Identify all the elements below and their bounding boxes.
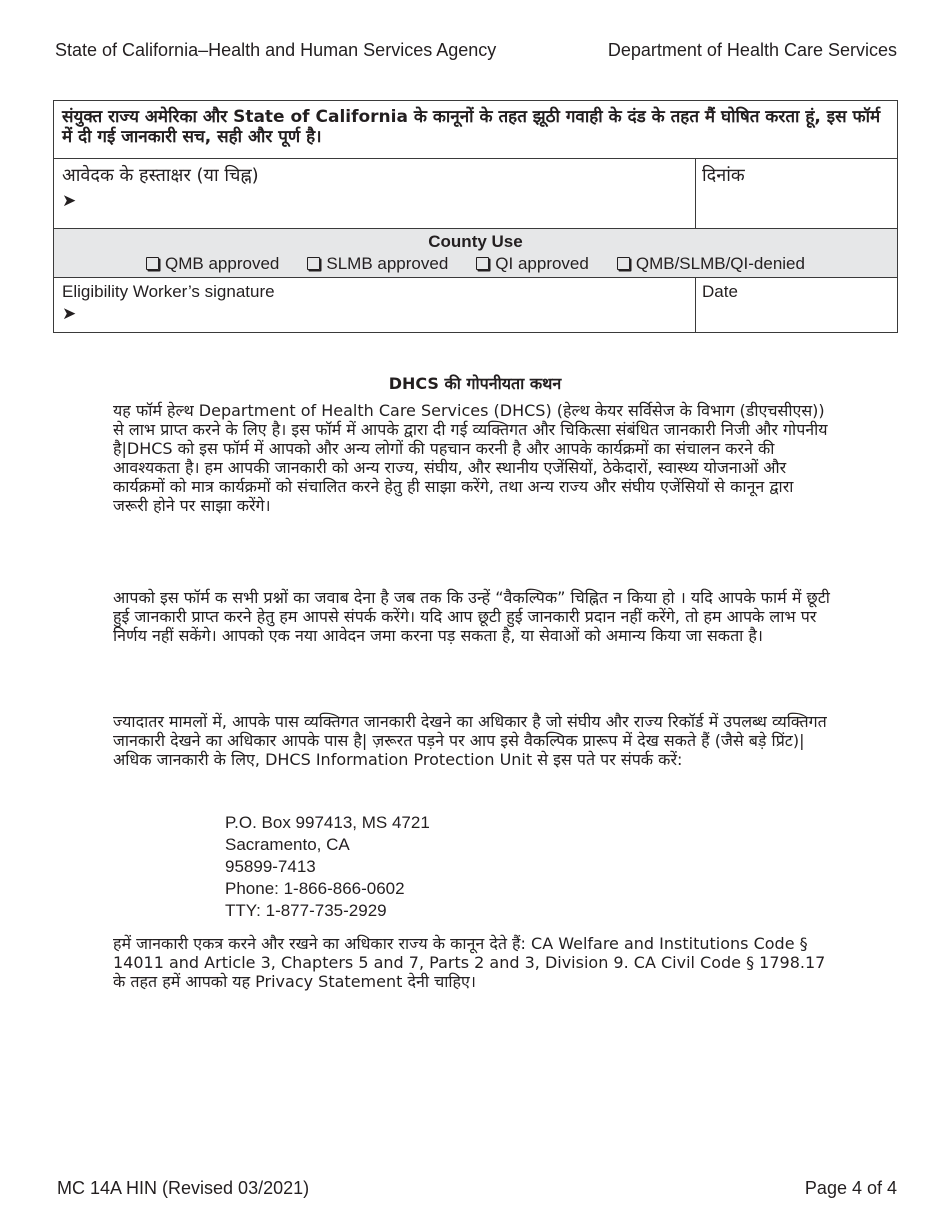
privacy-title: DHCS की गोपनीयता कथन bbox=[388, 374, 562, 393]
arrow-right-icon: ➤ bbox=[62, 191, 77, 211]
worker-date-field[interactable] bbox=[695, 278, 897, 332]
phone-number: Phone: 1-866-866-0602 bbox=[225, 879, 405, 898]
qi-approved-checkbox[interactable]: QI approved bbox=[476, 254, 589, 274]
worker-signature-row bbox=[54, 277, 897, 332]
form-id: MC 14A HIN (Revised 03/2021) bbox=[57, 1178, 310, 1198]
arrow-right-icon: ➤ bbox=[62, 304, 77, 323]
denied-checkbox[interactable]: QMB/SLMB/QI-denied bbox=[617, 254, 805, 274]
county-use-section bbox=[54, 228, 897, 277]
slmb-approved-checkbox[interactable]: SLMB approved bbox=[307, 254, 448, 274]
privacy-paragraph: ज्यादातर मामलों में, आपके पास व्यक्तिगत जानकारी देखने का अधिकार है जो संघीय और राज्य रिकॉर्ड में उपलब्ध व्यक्तिगत जानकारी देखने का अधिकार आपके पास है| ज़रूरत पड़ने पर आप इसे वैकल्पिक प्रारूप में देख सकते हैं (जैसे बड़े प्रिंट)| अधिक जानकारी के लिए, DHCS Information Protection Unit से इस पते पर संपर्क करें: bbox=[113, 712, 827, 769]
checkbox-icon bbox=[146, 257, 159, 270]
privacy-paragraph: यह फॉर्म हेल्थ Department of Health Care Services (DHCS) (हेल्थ केयर सर्विसेज के विभाग (डीएचसीएस)) से लाभ प्राप्त करने के लिए है। इस फॉर्म में आपके द्वारा दी गई व्यक्तिगत और चिकित्सा संबंधित जानकारी निजी और गोपनीय है|DHCS को इस फॉर्म में आपको और अन्य लोगों की पहचान करनी है और आपके कार्यक्रमों का संचालन करने की आवश्यकता है। हम आपकी जानकारी को अन्य राज्य, संघीय, और स्थानीय एजेंसियों, ठेकेदारों, स्वास्थ्य योजनाओं और कार्यक्रमों को मात्र कार्यक्रमों को संचालित करने हेतु ही साझा करेंगे, तथा अन्य राज्य और संघीय एजेंसियों से कानून द्वारा जरूरी होने पर साझा करेंगे। bbox=[113, 401, 828, 515]
address-line: P.O. Box 997413, MS 4721 bbox=[225, 813, 430, 832]
worker-signature-field[interactable] bbox=[54, 278, 695, 332]
header-department: Department of Health Care Services bbox=[607, 40, 897, 60]
address-line: 95899-7413 bbox=[225, 857, 316, 876]
applicant-signature-label: आवेदक के हस्ताक्षर (या चिह्न) bbox=[62, 165, 259, 186]
worker-date-label: Date bbox=[702, 282, 738, 301]
checkbox-icon bbox=[307, 257, 320, 270]
header-agency: State of California–Health and Human Services Agency bbox=[55, 40, 497, 60]
page-number: Page 4 of 4 bbox=[804, 1178, 897, 1198]
worker-signature-label: Eligibility Worker’s signature bbox=[62, 282, 275, 301]
applicant-date-label: दिनांक bbox=[702, 165, 745, 186]
contact-address bbox=[225, 812, 430, 922]
perjury-declaration: संयुक्त राज्य अमेरिका और State of California के कानूनों के तहत झूठी गवाही के दंड के तहत मैं घोषित करता हूं, इस फॉर्म में दी गई जानकारी सच, सही और पूर्ण है। bbox=[62, 107, 881, 147]
privacy-paragraph: हमें जानकारी एकत्र करने और रखने का अधिकार राज्य के कानून देते हैं: CA Welfare and Institutions Code § 14011 and Article 3, Chapters 5 and 7, Parts 2 and 3, Division 9. CA Civil Code § 1798.17 के तहत हमें आपको यह Privacy Statement देनी चाहिए। bbox=[113, 934, 826, 991]
applicant-date-field[interactable] bbox=[695, 159, 897, 228]
applicant-signature-row bbox=[54, 158, 897, 228]
county-use-title: County Use bbox=[428, 232, 523, 251]
address-line: Sacramento, CA bbox=[225, 835, 350, 854]
checkbox-icon bbox=[617, 257, 630, 270]
tty-number: TTY: 1-877-735-2929 bbox=[225, 901, 387, 920]
privacy-paragraph: आपको इस फॉर्म क सभी प्रश्नों का जवाब देना है जब तक कि उन्हें “वैकल्पिक” चिह्नित न किया हो । यदि आपके फार्म में छूटी हुई जानकारी प्राप्त करने हेतु हम आपसे संपर्क करेंगे। यदि आप छूटी हुई जानकारी प्रदान नहीं करेंगे, तो हम आपके लाभ पर निर्णय नहीं सकेंगे। आपको एक नया आवेदन जमा करना पड़ सकता है, या सेवाओं को अमान्य किया जा सकता है। bbox=[113, 588, 830, 645]
signature-form-table bbox=[53, 100, 898, 333]
qmb-approved-checkbox[interactable]: QMB approved bbox=[146, 254, 279, 274]
checkbox-icon bbox=[476, 257, 489, 270]
applicant-signature-field[interactable] bbox=[54, 159, 695, 228]
